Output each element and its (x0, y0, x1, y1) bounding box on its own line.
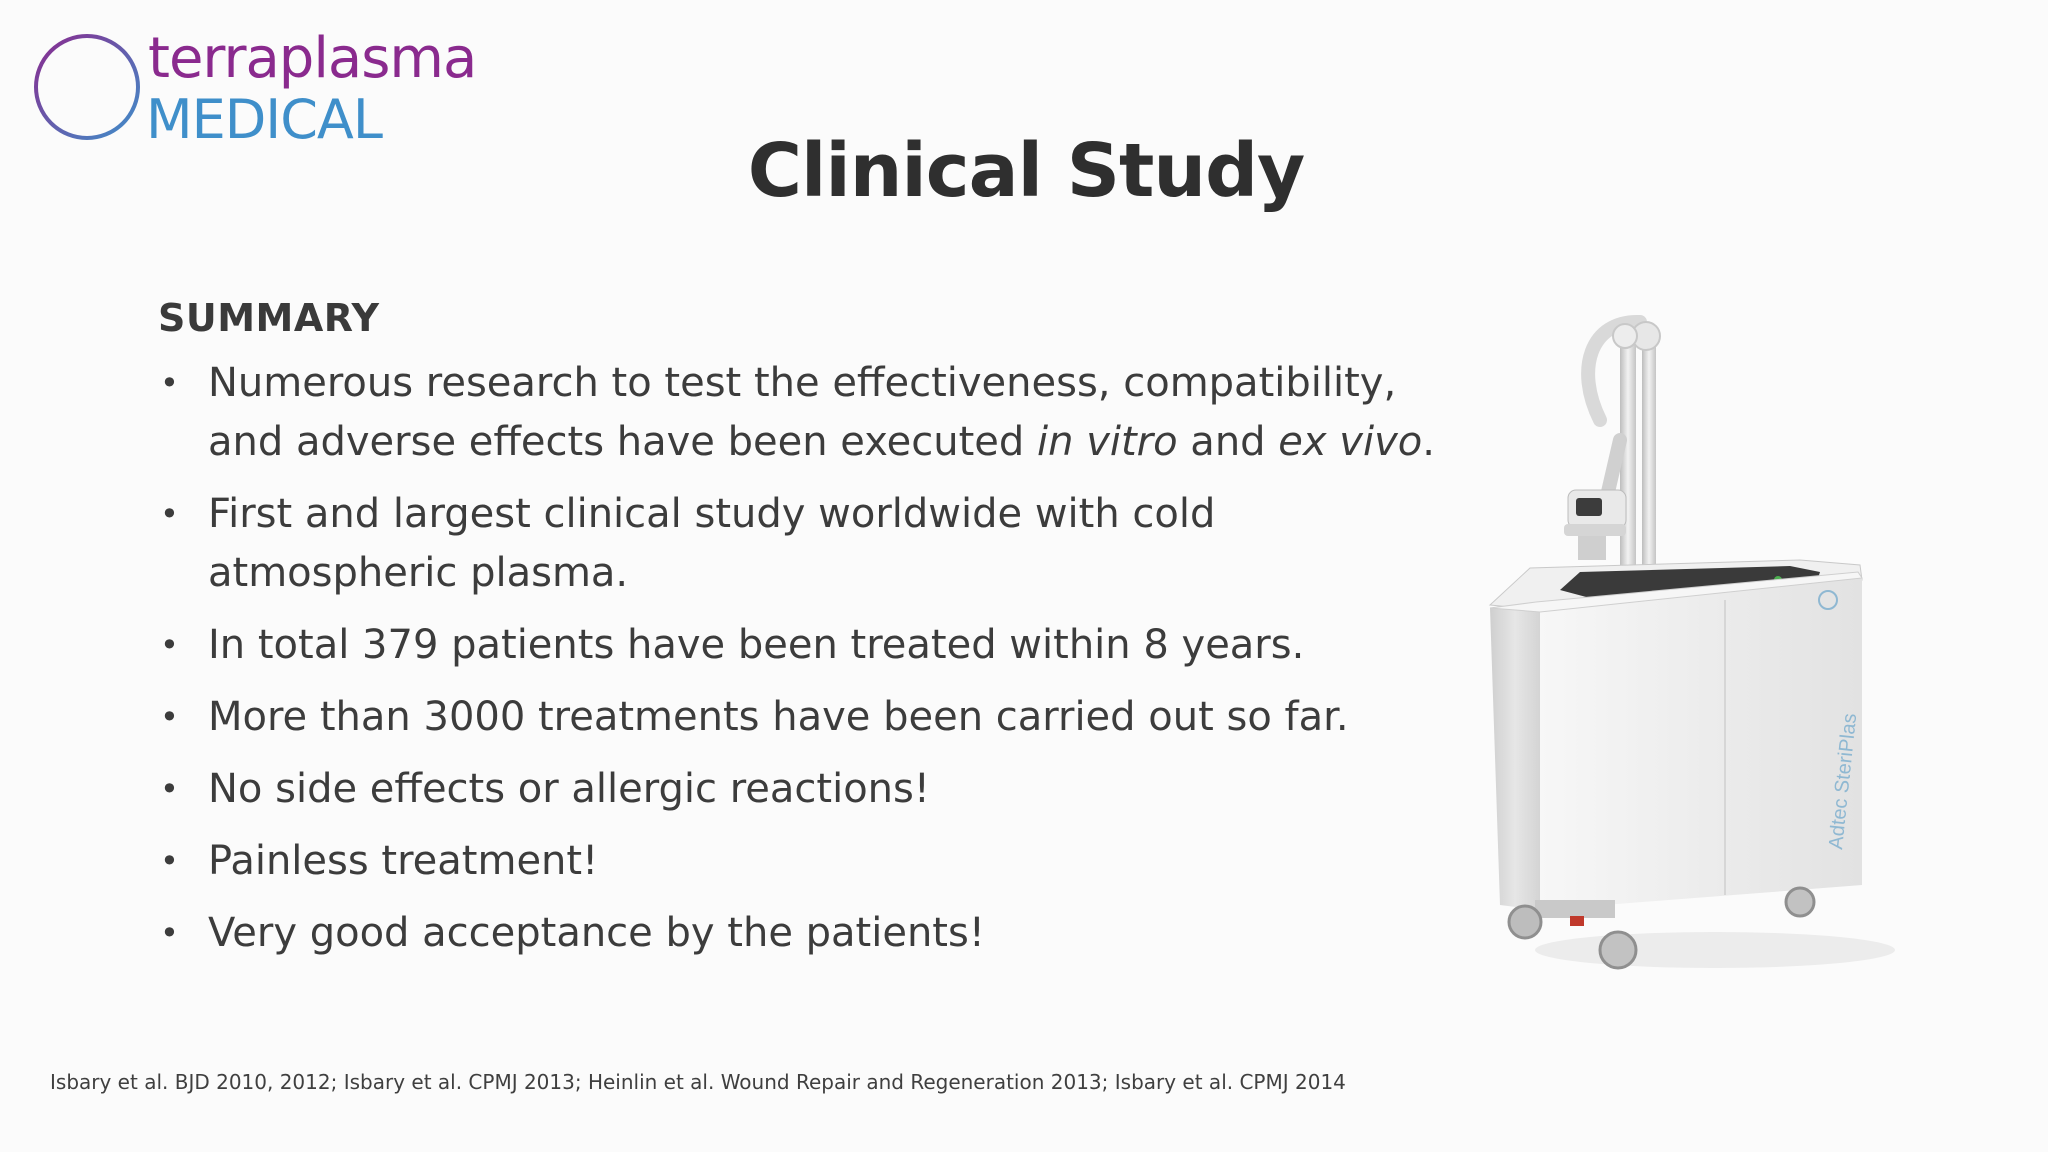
device-label-text: Adtec SteriPlas (1825, 712, 1862, 851)
citation-footer: Isbary et al. BJD 2010, 2012; Isbary et al. CPMJ 2013; Heinlin et al. Wound Repair and Regeneration 2013; Isbary et al. CPMJ 2014 (50, 1070, 1346, 1094)
bullet-text-line: Numerous research to test the effectiveness, compatibility, (208, 360, 1397, 406)
summary-section (158, 296, 1518, 976)
bullet-dot: • (160, 698, 179, 736)
bullet-dot: • (160, 626, 179, 664)
bullet-text: Very good acceptance by the patients! (208, 910, 985, 956)
bullet-dot: • (160, 842, 179, 880)
bullet-item (158, 354, 1518, 472)
bullet-text: No side effects or allergic reactions! (208, 766, 930, 812)
bullet-item (158, 832, 1518, 891)
bullet-italic-text: ex vivo (1278, 419, 1423, 465)
logo-text-medical: MEDICAL (146, 88, 382, 151)
bullet-text-fragment: and (1177, 419, 1279, 465)
bullet-item (158, 688, 1518, 747)
bullet-item (158, 485, 1518, 603)
bullet-text: Painless treatment! (208, 838, 599, 884)
bullet-item (158, 616, 1518, 675)
logo-text-terraplasma: terraplasma (148, 26, 477, 91)
bullet-text: More than 3000 treatments have been carried out so far. (208, 694, 1349, 740)
bullet-text-fragment: . (1422, 419, 1435, 465)
bullet-dot: • (160, 770, 179, 808)
plasma-device-image (1470, 310, 1900, 980)
bullet-italic-text: in vitro (1037, 419, 1178, 465)
bullet-text-line: atmospheric plasma. (208, 550, 629, 596)
bullet-text-line: First and largest clinical study worldwide with cold (208, 491, 1216, 537)
slide-title: Clinical Study (747, 128, 1305, 214)
bullet-text-line: and adverse effects have been executed (208, 419, 1038, 465)
logo-ring-icon (32, 32, 142, 142)
summary-heading: SUMMARY (158, 296, 380, 340)
bullet-dot: • (160, 364, 179, 402)
bullet-dot: • (160, 495, 179, 533)
bullet-text: In total 379 patients have been treated within 8 years. (208, 622, 1305, 668)
summary-bullet-list (158, 354, 1518, 963)
bullet-item (158, 904, 1518, 963)
bullet-dot: • (160, 914, 179, 952)
bullet-item (158, 760, 1518, 819)
